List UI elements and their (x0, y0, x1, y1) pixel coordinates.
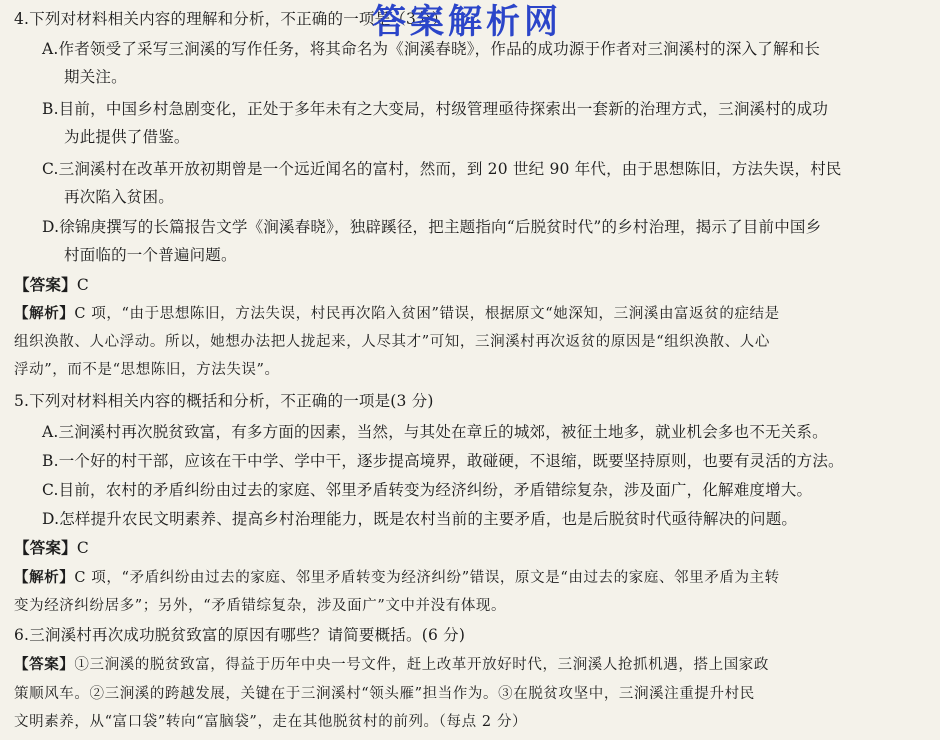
analysis-label: 【解析】 (14, 569, 75, 586)
answer-value: C (76, 276, 89, 294)
q4-answer (14, 274, 89, 296)
q5-option-c: C.目前，农村的矛盾纠纷由过去的家庭、邻里矛盾转变为经济纠纷，矛盾错综复杂，涉及面广，化解难度增大。 (42, 481, 813, 499)
q5-option-a: A.三涧溪村再次脱贫致富，有多方面的因素，当然，与其处在章丘的城郊，被征土地多，就业机会多也不无关系。 (42, 423, 828, 441)
q4-option-a-cont: 期关注。 (64, 68, 127, 86)
analysis-label: 【解析】 (14, 305, 75, 322)
q5-stem: 5.下列对材料相关内容的概括和分析，不正确的一项是(3 分) (14, 392, 434, 410)
q4-option-a: A.作者领受了采写三涧溪的写作任务，将其命名为《涧溪春晓》，作品的成功源于作者对三涧溪村的深入了解和长 (42, 40, 821, 58)
answer-value: C (76, 539, 89, 557)
q4-analysis (14, 303, 780, 325)
q4-option-b-cont: 为此提供了借鉴。 (64, 128, 190, 146)
q6-answer-cont: 文明素养，从“富口袋”转向“富脑袋”，走在其他脱贫村的前列。（每点 2 分） (14, 714, 528, 730)
q5-option-d: D.怎样提升农民文明素养、提高乡村治理能力，既是农村当前的主要矛盾，也是后脱贫时代亟待解决的问题。 (42, 510, 798, 528)
q4-analysis-cont: 浮动”，而不是“思想陈旧，方法失误”。 (14, 362, 280, 378)
q4-stem: 4.下列对材料相关内容的理解和分析，不正确的一项是（3分） (14, 10, 448, 28)
q5-option-b: B.一个好的村干部，应该在干中学、学中干，逐步提高境界，敢碰硬，不退缩，既要坚持原则，也要有灵活的方法。 (42, 452, 844, 470)
analysis-text: C 项，“矛盾纠纷由过去的家庭、邻里矛盾转变为经济纠纷”错误，原文是“由过去的家庭、邻里矛盾为主转 (74, 570, 780, 586)
q4-option-d-cont: 村面临的一个普遍问题。 (64, 246, 237, 264)
q4-option-d: D.徐锦庚撰写的长篇报告文学《涧溪春晓》，独辟蹊径，把主题指向“后脱贫时代”的乡村治理，揭示了目前中国乡 (42, 218, 822, 236)
q5-analysis (14, 567, 780, 589)
q4-analysis-cont: 组织涣散、人心浮动。所以，她想办法把人拢起来，人尽其才”可知，三涧溪村再次返贫的原因是“组织涣散、人心 (14, 334, 770, 350)
answer-label: 【答案】 (14, 538, 77, 557)
answer-text: ①三涧溪的脱贫致富，得益于历年中央一号文件，赶上改革开放好时代，三涧溪人抢抓机遇，搭上国家政 (74, 657, 770, 673)
q6-answer-cont: 策顺风车。②三涧溪的跨越发展，关键在于三涧溪村“领头雁”担当作为。③在脱贫攻坚中，三涧溪注重提升村民 (14, 686, 755, 702)
answer-label: 【答案】 (14, 656, 75, 673)
q4-option-b: B.目前，中国乡村急剧变化，正处于多年未有之大变局，村级管理亟待探索出一套新的治理方式，三涧溪村的成功 (42, 100, 829, 118)
watermark: 答案解析网 (372, 2, 562, 42)
q4-option-c: C.三涧溪村在改革开放初期曾是一个远近闻名的富村，然而，到 20 世纪 90 年代，由于思想陈旧，方法失误，村民 (42, 160, 842, 178)
q5-answer (14, 537, 89, 559)
q5-analysis-cont: 变为经济纠纷居多”；另外，“矛盾错综复杂，涉及面广”文中并没有体现。 (14, 598, 507, 614)
q6-stem: 6.三涧溪村再次成功脱贫致富的原因有哪些？请简要概括。(6 分) (14, 626, 466, 644)
q6-answer (14, 654, 769, 676)
analysis-text: C 项，“由于思想陈旧，方法失误，村民再次陷入贫困”错误，根据原文“她深知，三涧溪由富返贫的症结是 (74, 306, 780, 322)
q4-option-c-cont: 再次陷入贫困。 (64, 188, 174, 206)
answer-label: 【答案】 (14, 275, 77, 294)
